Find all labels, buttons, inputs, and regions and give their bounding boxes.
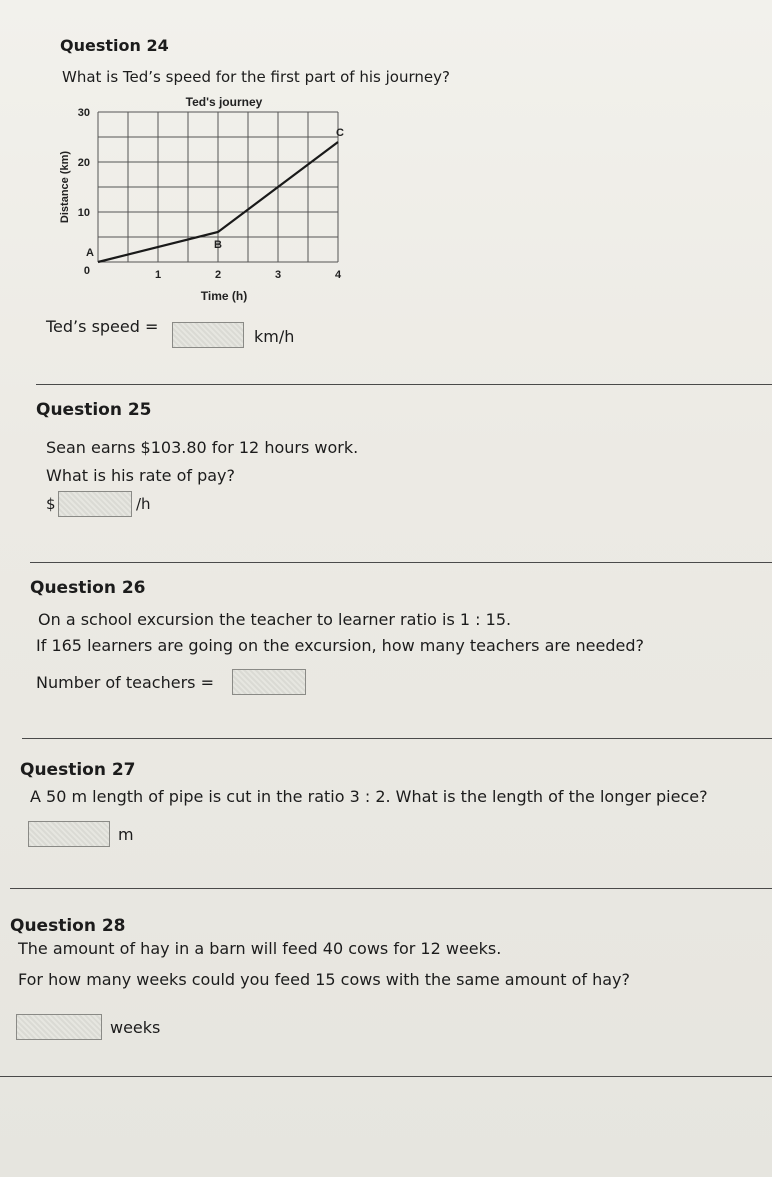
y-tick-label: 10 bbox=[77, 207, 90, 219]
dollar-prefix: $ bbox=[46, 495, 56, 513]
y-tick-label: 0 bbox=[83, 265, 90, 277]
x-axis-label: Time (h) bbox=[200, 289, 248, 303]
divider bbox=[0, 1076, 772, 1077]
question-25-title: Question 25 bbox=[36, 400, 152, 420]
question-26-answer-label: Number of teachers = bbox=[36, 673, 214, 692]
question-25-line-2: What is his rate of pay? bbox=[46, 466, 236, 485]
divider bbox=[30, 562, 772, 563]
question-28-title: Question 28 bbox=[10, 916, 126, 936]
speed-unit: km/h bbox=[254, 327, 295, 346]
x-tick-label: 1 bbox=[154, 269, 162, 281]
x-tick-label: 4 bbox=[334, 269, 342, 281]
question-26-title: Question 26 bbox=[30, 578, 146, 598]
question-26-line-2: If 165 learners are going on the excursion, how many teachers are needed? bbox=[36, 636, 645, 655]
point-label-a: A bbox=[86, 247, 94, 259]
teachers-answer-input[interactable] bbox=[232, 669, 306, 695]
question-25-line-1: Sean earns $103.80 for 12 hours work. bbox=[46, 438, 359, 457]
point-label-b: B bbox=[214, 239, 222, 251]
pipe-length-answer-input[interactable] bbox=[28, 821, 110, 847]
x-tick-label: 3 bbox=[274, 269, 282, 281]
question-24-title: Question 24 bbox=[60, 36, 169, 55]
speed-answer-input[interactable] bbox=[172, 322, 244, 348]
y-axis-label: Distance (km) bbox=[59, 150, 71, 224]
point-label-c: C bbox=[336, 127, 344, 139]
question-24-answer-label: Ted’s speed = bbox=[46, 317, 159, 336]
y-tick-label: 30 bbox=[77, 107, 90, 119]
divider bbox=[10, 888, 772, 889]
question-27-title: Question 27 bbox=[20, 760, 136, 780]
question-28-line-2: For how many weeks could you feed 15 cows with the same amount of hay? bbox=[18, 970, 630, 989]
y-tick-label: 20 bbox=[77, 157, 90, 169]
x-tick-label: 2 bbox=[214, 269, 222, 281]
pipe-length-unit: m bbox=[118, 825, 134, 844]
question-27-line-1: A 50 m length of pipe is cut in the ratio 3 : 2. What is the length of the longer piece? bbox=[30, 787, 708, 806]
divider bbox=[36, 384, 772, 385]
chart-title: Ted's journey bbox=[185, 95, 263, 109]
question-28-line-1: The amount of hay in a barn will feed 40 cows for 12 weeks. bbox=[18, 939, 502, 958]
rate-answer-input[interactable] bbox=[58, 491, 132, 517]
question-26-line-1: On a school excursion the teacher to learner ratio is 1 : 15. bbox=[38, 610, 512, 629]
rate-unit: /h bbox=[136, 495, 151, 513]
question-24-prompt: What is Ted’s speed for the first part of his journey? bbox=[62, 68, 450, 86]
weeks-unit: weeks bbox=[110, 1018, 161, 1037]
chart-labels bbox=[59, 95, 344, 303]
divider bbox=[22, 738, 772, 739]
weeks-answer-input[interactable] bbox=[16, 1014, 102, 1040]
teds-journey-chart bbox=[50, 86, 360, 316]
